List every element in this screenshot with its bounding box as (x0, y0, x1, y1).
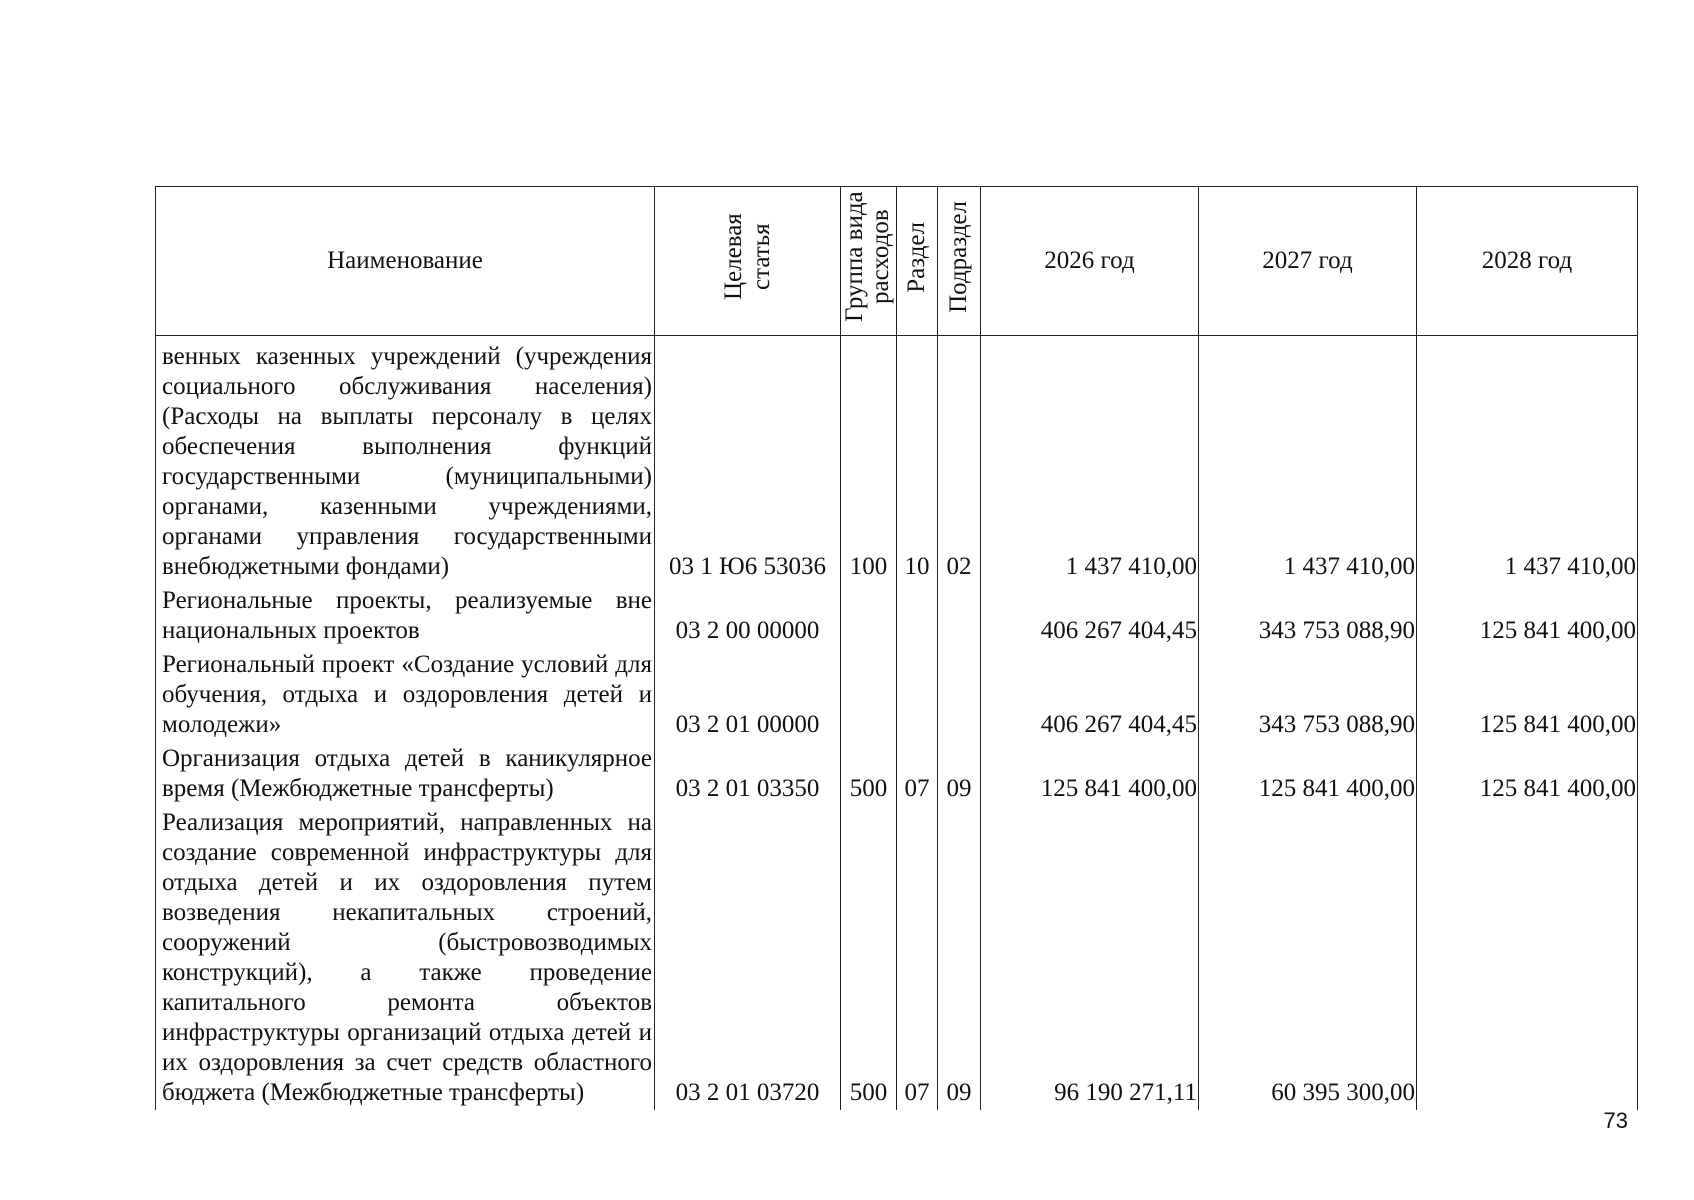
row-expense-group: 500 (841, 806, 897, 1110)
page-number: 73 (1603, 1108, 1628, 1133)
row-section (897, 584, 938, 648)
row-target-article: 03 2 01 00000 (655, 648, 841, 742)
budget-table (155, 186, 1638, 1110)
row-subsection: 02 (938, 336, 981, 585)
row-2026: 1 437 410,00 (981, 336, 1199, 585)
row-section (897, 648, 938, 742)
row-subsection: 09 (938, 806, 981, 1110)
header-target-article: Целевая статья (655, 187, 841, 336)
row-section: 07 (897, 742, 938, 806)
row-2028: 125 841 400,00 (1417, 742, 1638, 806)
row-2027: 125 841 400,00 (1199, 742, 1417, 806)
header-section: Раздел (897, 187, 938, 336)
row-subsection: 09 (938, 742, 981, 806)
row-name: Реализация мероприятий, направленных на создание современной инфраструктуры для отдыха детей и их оздоровления путем возведения некапитальных строений, сооружений (быстровозводимых конструкций), а также проведение капитального ремонта объектов инфраструктуры организаций отдыха детей и их оздоровления за счет средств областного бюджета (Межбюджетные трансферты) (156, 806, 655, 1110)
row-name: Организация отдыха детей в каникулярное время (Межбюджетные трансферты) (156, 742, 655, 806)
row-2027: 343 753 088,90 (1199, 648, 1417, 742)
row-2028 (1417, 806, 1638, 1110)
row-2028: 125 841 400,00 (1417, 584, 1638, 648)
row-expense-group (841, 648, 897, 742)
header-name: Наименование (156, 187, 655, 336)
row-target-article: 03 2 00 00000 (655, 584, 841, 648)
header-2027: 2027 год (1199, 187, 1417, 336)
row-name: Региональный проект «Создание условий для обучения, отдыха и оздоровления детей и молодежи» (156, 648, 655, 742)
row-subsection (938, 584, 981, 648)
row-section: 07 (897, 806, 938, 1110)
row-2027: 60 395 300,00 (1199, 806, 1417, 1110)
row-expense-group (841, 584, 897, 648)
header-row (156, 187, 1638, 336)
header-2026: 2026 год (981, 187, 1199, 336)
table-row (156, 742, 1638, 806)
row-2028: 1 437 410,00 (1417, 336, 1638, 585)
row-2026: 406 267 404,45 (981, 648, 1199, 742)
row-2026: 406 267 404,45 (981, 584, 1199, 648)
table-row (156, 806, 1638, 1110)
row-expense-group: 100 (841, 336, 897, 585)
row-target-article: 03 1 Ю6 53036 (655, 336, 841, 585)
row-2026: 125 841 400,00 (981, 742, 1199, 806)
table-row (156, 336, 1638, 585)
header-subsection: Подраздел (938, 187, 981, 336)
header-2028: 2028 год (1417, 187, 1638, 336)
row-expense-group: 500 (841, 742, 897, 806)
row-2028: 125 841 400,00 (1417, 648, 1638, 742)
row-2026: 96 190 271,11 (981, 806, 1199, 1110)
row-name: венных казенных учреждений (учреждения социального обслуживания населения) (Расходы на выплаты персоналу в целях обеспечения выполнения функций государственными (муниципальными) органами, казенными учреждениями, органами управления государственными внебюджетными фондами) (156, 336, 655, 585)
row-subsection (938, 648, 981, 742)
table-row (156, 584, 1638, 648)
table-row (156, 648, 1638, 742)
row-target-article: 03 2 01 03350 (655, 742, 841, 806)
row-name: Региональные проекты, реализуемые вне национальных проектов (156, 584, 655, 648)
header-expense-group: Группа вида расходов (841, 187, 897, 336)
row-section: 10 (897, 336, 938, 585)
row-2027: 343 753 088,90 (1199, 584, 1417, 648)
row-target-article: 03 2 01 03720 (655, 806, 841, 1110)
row-2027: 1 437 410,00 (1199, 336, 1417, 585)
